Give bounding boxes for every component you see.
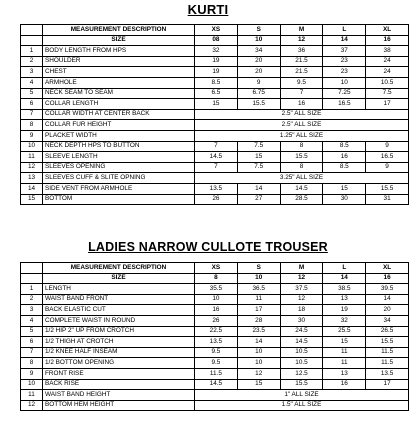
measurement-description: SLEEVES CUFF & SLITE OPNING bbox=[43, 173, 195, 184]
table-row bbox=[21, 162, 409, 173]
measurement-value: 15 bbox=[323, 337, 366, 348]
measurement-value: 31 bbox=[366, 194, 409, 205]
measurement-value: 9 bbox=[237, 77, 280, 88]
measurement-description: WAIST BAND FRONT bbox=[43, 294, 195, 305]
measurement-value: 24 bbox=[366, 56, 409, 67]
measurement-value: 37.5 bbox=[280, 284, 323, 295]
measurement-value: 11.5 bbox=[366, 347, 409, 358]
measurement-description: SLEEVES OPENING bbox=[43, 162, 195, 173]
measurement-value: 23.5 bbox=[237, 326, 280, 337]
measurement-value: 39.5 bbox=[366, 284, 409, 295]
measurement-value: 16 bbox=[323, 152, 366, 163]
row-number: 6 bbox=[21, 99, 43, 110]
row-number: 5 bbox=[21, 326, 43, 337]
table-row bbox=[21, 67, 409, 78]
row-number: 12 bbox=[21, 162, 43, 173]
measurement-value: 7 bbox=[195, 162, 238, 173]
trouser-size-name: XS bbox=[195, 263, 238, 274]
measurement-value: 36 bbox=[280, 46, 323, 57]
measurement-description: CHEST bbox=[43, 67, 195, 78]
measurement-value: 19 bbox=[195, 67, 238, 78]
kurti-header-number-cell bbox=[21, 25, 43, 36]
trouser-size-label: SIZE bbox=[43, 273, 195, 284]
measurement-description: SHOULDER bbox=[43, 56, 195, 67]
measurement-value: 38.5 bbox=[323, 284, 366, 295]
kurti-table-body bbox=[21, 46, 409, 205]
measurement-value: 9 bbox=[366, 162, 409, 173]
measurement-value: 23 bbox=[323, 56, 366, 67]
trouser-size-name: L bbox=[323, 263, 366, 274]
measurement-description: COLLAR WIDTH AT CENTER BACK bbox=[43, 109, 195, 120]
measurement-value: 11 bbox=[237, 294, 280, 305]
measurement-value: 19 bbox=[195, 56, 238, 67]
row-number: 9 bbox=[21, 368, 43, 379]
all-size-value: 2.5" ALL SIZE bbox=[195, 120, 409, 131]
trouser-title: LADIES NARROW CULLOTE TROUSER bbox=[88, 240, 328, 254]
table-row bbox=[21, 347, 409, 358]
trouser-table-body bbox=[21, 284, 409, 411]
measurement-value: 14.5 bbox=[280, 183, 323, 194]
row-number: 12 bbox=[21, 400, 43, 411]
measurement-value: 15 bbox=[195, 99, 238, 110]
row-number: 4 bbox=[21, 77, 43, 88]
measurement-value: 11 bbox=[323, 358, 366, 369]
kurti-size-number-cell bbox=[21, 35, 43, 46]
measurement-description: COLLAR FUR HEIGHT bbox=[43, 120, 195, 131]
measurement-description: COMPLETE WAIST IN ROUND bbox=[43, 315, 195, 326]
measurement-value: 18 bbox=[280, 305, 323, 316]
measurement-value: 20 bbox=[237, 67, 280, 78]
measurement-value: 9.5 bbox=[195, 358, 238, 369]
row-number: 15 bbox=[21, 194, 43, 205]
measurement-value: 17 bbox=[366, 99, 409, 110]
trouser-size-number: 10 bbox=[237, 273, 280, 284]
measurement-value: 26.5 bbox=[366, 326, 409, 337]
row-number: 2 bbox=[21, 56, 43, 67]
trouser-size-number: 12 bbox=[280, 273, 323, 284]
measurement-value: 8.5 bbox=[195, 77, 238, 88]
all-size-value: 3.25" ALL SIZE bbox=[195, 173, 409, 184]
measurement-value: 36.5 bbox=[237, 284, 280, 295]
table-row bbox=[21, 400, 409, 411]
measurement-value: 13.5 bbox=[195, 337, 238, 348]
measurement-description: ARMHOLE bbox=[43, 77, 195, 88]
table-row bbox=[21, 194, 409, 205]
row-number: 5 bbox=[21, 88, 43, 99]
table-row bbox=[21, 305, 409, 316]
trouser-size-number: 16 bbox=[366, 273, 409, 284]
measurement-value: 24 bbox=[366, 67, 409, 78]
measurement-value: 10 bbox=[237, 358, 280, 369]
table-row bbox=[21, 183, 409, 194]
measurement-value: 16 bbox=[323, 379, 366, 390]
kurti-measurement-table bbox=[20, 24, 409, 205]
measurement-value: 22.5 bbox=[195, 326, 238, 337]
measurement-description: NECK SEAM TO SEAM bbox=[43, 88, 195, 99]
measurement-value: 26 bbox=[195, 194, 238, 205]
measurement-value: 26 bbox=[195, 315, 238, 326]
measurement-value: 7.5 bbox=[237, 162, 280, 173]
trouser-size-number: 14 bbox=[323, 273, 366, 284]
measurement-description: PLACKET WIDTH bbox=[43, 130, 195, 141]
measurement-value: 12 bbox=[280, 294, 323, 305]
measurement-value: 15.5 bbox=[280, 379, 323, 390]
row-number: 1 bbox=[21, 284, 43, 295]
measurement-value: 23 bbox=[323, 67, 366, 78]
trouser-size-number: 8 bbox=[195, 273, 238, 284]
kurti-size-row bbox=[21, 35, 409, 46]
measurement-value: 14.5 bbox=[280, 337, 323, 348]
kurti-header-row bbox=[21, 25, 409, 36]
row-number: 3 bbox=[21, 305, 43, 316]
measurement-description: BODY LENGTH FROM HPS bbox=[43, 46, 195, 57]
measurement-value: 10 bbox=[195, 294, 238, 305]
kurti-size-name: M bbox=[280, 25, 323, 36]
measurement-value: 15.5 bbox=[366, 183, 409, 194]
measurement-value: 17 bbox=[366, 379, 409, 390]
measurement-value: 14 bbox=[237, 183, 280, 194]
table-row bbox=[21, 173, 409, 184]
trouser-size-name: XL bbox=[366, 263, 409, 274]
measurement-description: SLEEVE LENGTH bbox=[43, 152, 195, 163]
measurement-value: 17 bbox=[237, 305, 280, 316]
table-row bbox=[21, 46, 409, 57]
measurement-value: 11.5 bbox=[195, 368, 238, 379]
kurti-title: KURTI bbox=[187, 2, 229, 17]
measurement-value: 25.5 bbox=[323, 326, 366, 337]
trouser-size-row bbox=[21, 273, 409, 284]
trouser-header-row bbox=[21, 263, 409, 274]
measurement-value: 24.5 bbox=[280, 326, 323, 337]
kurti-size-number: 10 bbox=[237, 35, 280, 46]
measurement-value: 28 bbox=[237, 315, 280, 326]
table-row bbox=[21, 326, 409, 337]
measurement-value: 10.5 bbox=[280, 347, 323, 358]
measurement-value: 16 bbox=[280, 99, 323, 110]
measurement-description: 1/2 KNEE HALF INSEAM bbox=[43, 347, 195, 358]
measurement-value: 15.5 bbox=[366, 337, 409, 348]
trouser-size-name: M bbox=[280, 263, 323, 274]
measurement-value: 32 bbox=[323, 315, 366, 326]
measurement-description: 1/2 BOTTOM OPENING bbox=[43, 358, 195, 369]
measurement-description: BACK RISE bbox=[43, 379, 195, 390]
measurement-value: 6.5 bbox=[195, 88, 238, 99]
kurti-size-number: 12 bbox=[280, 35, 323, 46]
row-number: 7 bbox=[21, 347, 43, 358]
row-number: 9 bbox=[21, 130, 43, 141]
measurement-value: 12.5 bbox=[280, 368, 323, 379]
table-row bbox=[21, 368, 409, 379]
measurement-value: 10.5 bbox=[280, 358, 323, 369]
measurement-value: 21.5 bbox=[280, 56, 323, 67]
measurement-description: SIDE VENT FROM ARMHOLE bbox=[43, 183, 195, 194]
table-row bbox=[21, 99, 409, 110]
measurement-value: 15 bbox=[237, 152, 280, 163]
trouser-size-name: S bbox=[237, 263, 280, 274]
measurement-value: 8 bbox=[280, 141, 323, 152]
measurement-value: 9.5 bbox=[195, 347, 238, 358]
table-row bbox=[21, 141, 409, 152]
measurement-value: 14 bbox=[366, 294, 409, 305]
row-number: 10 bbox=[21, 141, 43, 152]
measurement-description: LENGTH bbox=[43, 284, 195, 295]
table-row bbox=[21, 120, 409, 131]
measurement-value: 7 bbox=[280, 88, 323, 99]
table-row bbox=[21, 284, 409, 295]
row-number: 2 bbox=[21, 294, 43, 305]
measurement-value: 12 bbox=[237, 368, 280, 379]
measurement-description: 1/2 THIGH AT CROTCH bbox=[43, 337, 195, 348]
measurement-value: 28.5 bbox=[280, 194, 323, 205]
measurement-description: 1/2 HIP 2" UP FROM CROTCH bbox=[43, 326, 195, 337]
table-row bbox=[21, 337, 409, 348]
table-row bbox=[21, 77, 409, 88]
measurement-value: 32 bbox=[195, 46, 238, 57]
measurement-value: 35.5 bbox=[195, 284, 238, 295]
kurti-size-name: XS bbox=[195, 25, 238, 36]
table-row bbox=[21, 130, 409, 141]
table-row bbox=[21, 390, 409, 401]
measurement-value: 27 bbox=[237, 194, 280, 205]
row-number: 7 bbox=[21, 109, 43, 120]
measurement-value: 8.5 bbox=[323, 162, 366, 173]
measurement-value: 20 bbox=[237, 56, 280, 67]
all-size-value: 1" ALL SIZE bbox=[195, 390, 409, 401]
measurement-value: 13 bbox=[323, 294, 366, 305]
measurement-value: 30 bbox=[280, 315, 323, 326]
measurement-value: 10 bbox=[323, 77, 366, 88]
row-number: 6 bbox=[21, 337, 43, 348]
table-row bbox=[21, 379, 409, 390]
measurement-value: 7.5 bbox=[237, 141, 280, 152]
trouser-header-description: MEASUREMENT DESCRIPTION bbox=[43, 263, 195, 274]
measurement-value: 38 bbox=[366, 46, 409, 57]
measurement-value: 19 bbox=[323, 305, 366, 316]
measurement-value: 16.5 bbox=[366, 152, 409, 163]
trouser-header-number-cell bbox=[21, 263, 43, 274]
measurement-value: 10.5 bbox=[366, 77, 409, 88]
measurement-value: 6.75 bbox=[237, 88, 280, 99]
kurti-size-number: 16 bbox=[366, 35, 409, 46]
measurement-value: 34 bbox=[237, 46, 280, 57]
row-number: 11 bbox=[21, 390, 43, 401]
row-number: 14 bbox=[21, 183, 43, 194]
measurement-value: 10 bbox=[237, 347, 280, 358]
all-size-value: 2.5" ALL SIZE bbox=[195, 109, 409, 120]
measurement-value: 13.5 bbox=[195, 183, 238, 194]
measurement-description: COLLAR LENGTH bbox=[43, 99, 195, 110]
kurti-size-number: 14 bbox=[323, 35, 366, 46]
row-number: 8 bbox=[21, 358, 43, 369]
measurement-value: 21.5 bbox=[280, 67, 323, 78]
measurement-value: 15 bbox=[237, 379, 280, 390]
measurement-value: 9 bbox=[366, 141, 409, 152]
table-row bbox=[21, 358, 409, 369]
row-number: 4 bbox=[21, 315, 43, 326]
measurement-value: 8.5 bbox=[323, 141, 366, 152]
all-size-value: 1.5" ALL SIZE bbox=[195, 400, 409, 411]
measurement-value: 13.5 bbox=[366, 368, 409, 379]
measurement-description: NECK DEPTH HPS TO BUTTON bbox=[43, 141, 195, 152]
measurement-value: 20 bbox=[366, 305, 409, 316]
measurement-description: WAIST BAND HEIGHT bbox=[43, 390, 195, 401]
kurti-header-description: MEASUREMENT DESCRIPTION bbox=[43, 25, 195, 36]
measurement-value: 14.5 bbox=[195, 152, 238, 163]
row-number: 8 bbox=[21, 120, 43, 131]
measurement-description: BOTTOM bbox=[43, 194, 195, 205]
row-number: 1 bbox=[21, 46, 43, 57]
trouser-measurement-table bbox=[20, 262, 409, 411]
kurti-size-name: XL bbox=[366, 25, 409, 36]
all-size-value: 1.25" ALL SIZE bbox=[195, 130, 409, 141]
kurti-size-name: L bbox=[323, 25, 366, 36]
kurti-size-number: 08 bbox=[195, 35, 238, 46]
row-number: 11 bbox=[21, 152, 43, 163]
table-row bbox=[21, 294, 409, 305]
measurement-value: 11 bbox=[323, 347, 366, 358]
measurement-value: 30 bbox=[323, 194, 366, 205]
measurement-value: 15 bbox=[323, 183, 366, 194]
table-row bbox=[21, 88, 409, 99]
kurti-size-name: S bbox=[237, 25, 280, 36]
measurement-description: BACK ELASTIC CUT bbox=[43, 305, 195, 316]
measurement-value: 15.5 bbox=[237, 99, 280, 110]
measurement-value: 13 bbox=[323, 368, 366, 379]
measurement-value: 37 bbox=[323, 46, 366, 57]
row-number: 10 bbox=[21, 379, 43, 390]
measurement-value: 8 bbox=[280, 162, 323, 173]
measurement-value: 14 bbox=[237, 337, 280, 348]
measurement-value: 16 bbox=[195, 305, 238, 316]
kurti-size-label: SIZE bbox=[43, 35, 195, 46]
measurement-value: 11.5 bbox=[366, 358, 409, 369]
measurement-value: 9.5 bbox=[280, 77, 323, 88]
measurement-value: 16.5 bbox=[323, 99, 366, 110]
measurement-value: 7.5 bbox=[366, 88, 409, 99]
trouser-size-number-cell bbox=[21, 273, 43, 284]
measurement-description: FRONT RISE bbox=[43, 368, 195, 379]
measurement-value: 34 bbox=[366, 315, 409, 326]
table-row bbox=[21, 315, 409, 326]
measurement-value: 7 bbox=[195, 141, 238, 152]
measurement-value: 14.5 bbox=[195, 379, 238, 390]
measurement-description: BOTTOM HEM HEIGHT bbox=[43, 400, 195, 411]
row-number: 13 bbox=[21, 173, 43, 184]
table-row bbox=[21, 152, 409, 163]
measurement-value: 15.5 bbox=[280, 152, 323, 163]
row-number: 3 bbox=[21, 67, 43, 78]
table-row bbox=[21, 56, 409, 67]
measurement-value: 7.25 bbox=[323, 88, 366, 99]
table-row bbox=[21, 109, 409, 120]
